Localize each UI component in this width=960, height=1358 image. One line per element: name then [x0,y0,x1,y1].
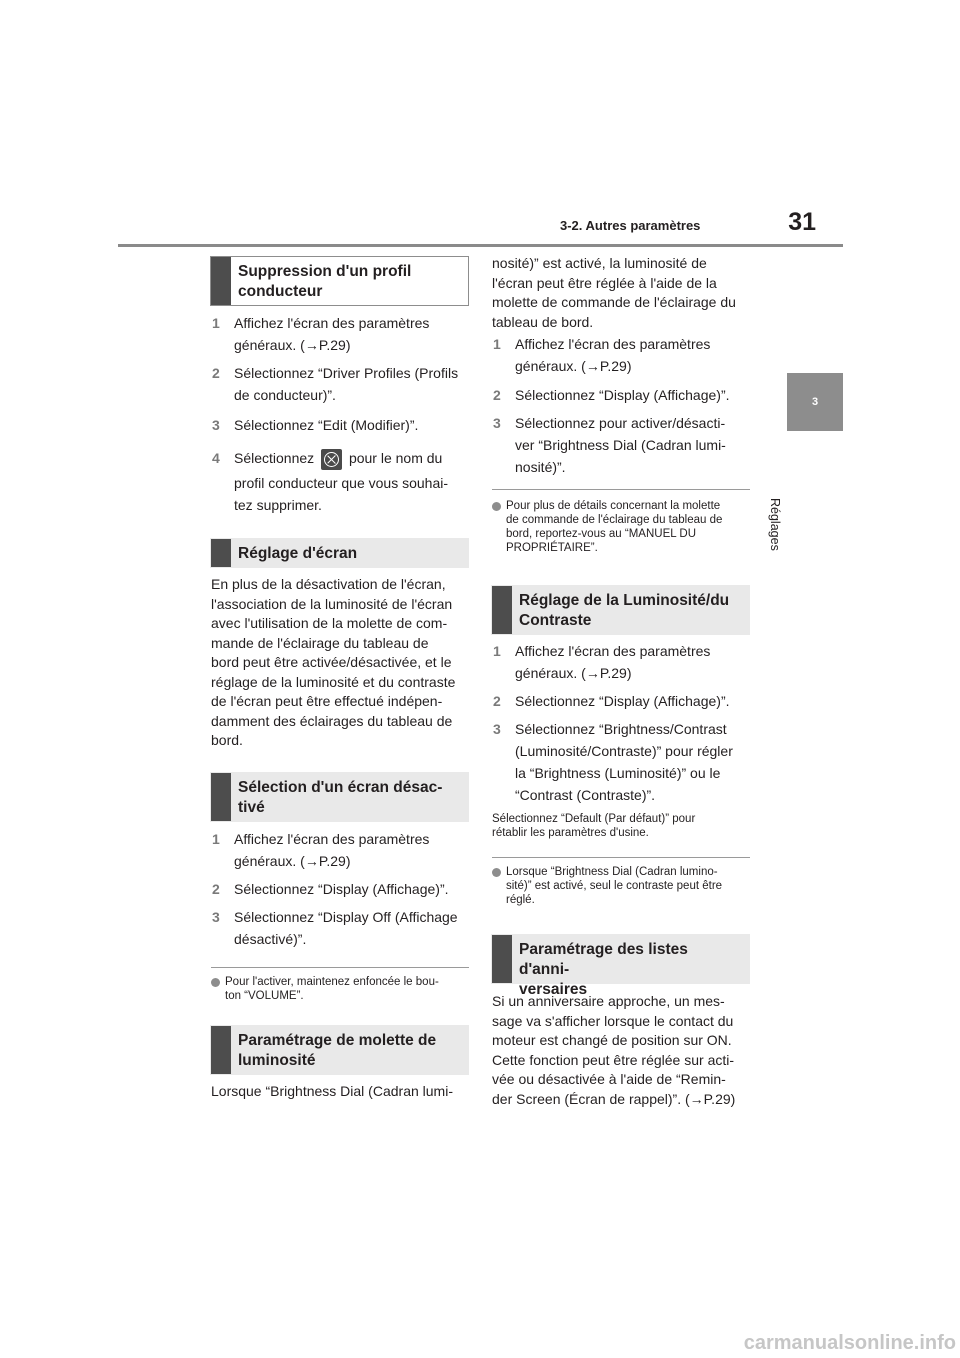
tip-line: rétablir les paramètres d'usine. [492,827,649,839]
heading-line: conducteur [238,283,323,300]
chapter-number: 3 [811,396,819,408]
step-line: tez supprimer. [234,496,322,513]
step-text: pour le nom du [348,450,443,466]
step-line: la “Brightness (Luminosité)” ou le [515,765,721,781]
text-line: nosité)” est activé, la luminosité de [492,255,707,271]
text-line: avec l'utilisation de la molette de com- [211,615,448,631]
step-line: Sélectionnez “Display (Affichage)”. [515,693,730,709]
heading-bar [211,257,231,305]
heading-line: Réglage de la Luminosité/du [519,592,730,609]
step-number: 1 [212,315,220,331]
note-line: sité)” est activé, seul le contraste peut être [506,880,723,892]
watermark: carmanualsonline.info [743,1332,956,1354]
page-number: 31 [788,208,816,236]
note-line: de commande de l'éclairage du tableau de [506,514,723,526]
heading-screen-settings [210,538,469,568]
step-line: ver “Brightness Dial (Cadran lumi- [515,437,726,453]
note-divider [492,489,750,490]
step-line: Sélectionnez pour activer/désacti- [515,415,726,431]
text-line: réglage de la luminosité et du contraste [211,673,456,690]
step-line: profil conducteur que vous souhai- [234,474,449,491]
step-number: 3 [212,417,220,433]
step-line [234,447,448,470]
step-line: Sélectionnez “Display (Affichage)”. [234,881,449,897]
step-line: Affichez l'écran des paramètres [515,643,711,659]
step-number: 2 [212,365,220,381]
text-line: tableau de bord. [492,313,594,330]
step-number: 2 [493,693,501,709]
text-line: de l'écran peut être effectué indépen- [211,693,443,709]
step-number: 2 [212,881,220,897]
heading-bar [492,935,512,983]
text-line: Si un anniversaire approche, un mes- [492,993,725,1009]
chapter-label: Réglages [768,498,782,551]
text-line: vée ou désactivée à l'aide de “Remin- [492,1071,726,1087]
heading-line: Sélection d'un écran désac- [238,779,443,796]
heading-screen-off [210,772,469,822]
step-line: (Luminosité/Contraste)” pour régler [515,743,733,759]
chapter-tab [787,373,843,431]
step-line: Sélectionnez “Edit (Modifier)”. [234,417,419,433]
heading-bar [211,1026,231,1074]
bullet-icon [492,502,501,511]
paragraph [492,254,757,332]
step-number: 2 [493,387,501,403]
step-line: généraux. (→P.29) [234,853,351,869]
heading-line: Suppression d'un profil [238,263,412,280]
text-line: l'association de la luminosité de l'écran [211,595,453,612]
heading-dial-setting [210,1025,469,1075]
heading-line: Réglage d'écran [238,545,358,562]
heading-delete-profile [210,256,469,306]
step-number: 3 [493,721,501,737]
step-number: 3 [212,909,220,925]
heading-line: Paramétrage de molette de [238,1032,437,1049]
step-line: généraux. (→P.29) [515,358,632,374]
heading-bar [211,773,231,821]
heading-line: versaires [519,981,588,998]
step-line: Sélectionnez “Display (Affichage)”. [515,387,730,403]
note-line: Lorsque “Brightness Dial (Cadran lumino- [506,866,718,878]
heading-bar [211,539,231,567]
header-rule [118,244,843,247]
note-line: ton “VOLUME”. [225,990,304,1002]
text-line: sage va s'afficher lorsque le contact du [492,1012,734,1029]
note-line: réglé. [506,894,535,906]
step-line: généraux. (→P.29) [515,665,632,681]
section-title: 3-2. Autres paramètres [560,218,701,233]
step-number: 1 [493,643,501,659]
step-number: 1 [493,336,501,352]
chapter-label-wrap [768,440,808,551]
step-line: de conducteur)”. [234,387,336,403]
paragraph [211,1082,476,1102]
step-number: 3 [493,415,501,431]
text-line: Cette fonction peut être réglée sur acti- [492,1051,735,1068]
text-line: moteur est changé de position sur ON. [492,1032,732,1048]
heading-line: Paramétrage des listes d'anni- [519,941,688,978]
tip-text [492,812,754,840]
step-text: Sélectionnez [234,450,315,466]
step-line: Sélectionnez “Driver Profiles (Profils [234,365,459,381]
paragraph [492,992,757,1109]
bullet-icon [492,868,501,877]
text-line: En plus de la désactivation de l'écran, [211,576,446,592]
step-number: 1 [212,831,220,847]
heading-line: tivé [238,799,265,816]
text-line: damment des éclairages du tableau de [211,712,453,729]
note-line: bord, reportez-vous au “MANUEL DU [506,528,697,540]
note-line: PROPRIÉTAIRE”. [506,542,598,554]
paragraph [211,575,476,751]
step-number: 4 [212,450,220,466]
note-line: Pour plus de détails concernant la molette [506,500,721,512]
step-line: généraux. (→P.29) [234,337,351,353]
heading-brightness-contrast [491,585,750,635]
heading-bar [492,586,512,634]
step-line: désactivé)”. [234,931,307,947]
note-divider [211,967,469,968]
step-line: Sélectionnez “Display Off (Affichage [234,909,458,925]
bullet-icon [211,978,220,987]
step-line: “Contrast (Contraste)”. [515,787,656,803]
text-line: der Screen (Écran de rappel)”. (→P.29) [492,1090,736,1107]
text-line: l'écran peut être réglée à l'aide de la [492,274,717,291]
note-divider [492,857,750,858]
step-line: nosité)”. [515,459,566,475]
delete-icon [321,449,342,470]
heading-line: Contraste [519,612,592,629]
step-line: Affichez l'écran des paramètres [234,315,430,331]
step-line: Affichez l'écran des paramètres [515,336,711,352]
step-line: Sélectionnez “Brightness/Contrast [515,721,727,737]
step-line: Affichez l'écran des paramètres [234,831,430,847]
heading-anniversary-list [491,934,750,998]
tip-line: Sélectionnez “Default (Par défaut)” pour [492,813,696,825]
heading-line: luminosité [238,1052,316,1069]
text-line: mande de l'éclairage du tableau de [211,634,429,651]
note-line: Pour l'activer, maintenez enfoncée le bou- [225,976,439,988]
text-line: bord. [211,732,243,748]
text-line: molette de commande de l'éclairage du [492,294,736,310]
text-line: bord peut être activée/désactivée, et le [211,654,452,670]
text-line: Lorsque “Brightness Dial (Cadran lumi- [211,1083,453,1099]
